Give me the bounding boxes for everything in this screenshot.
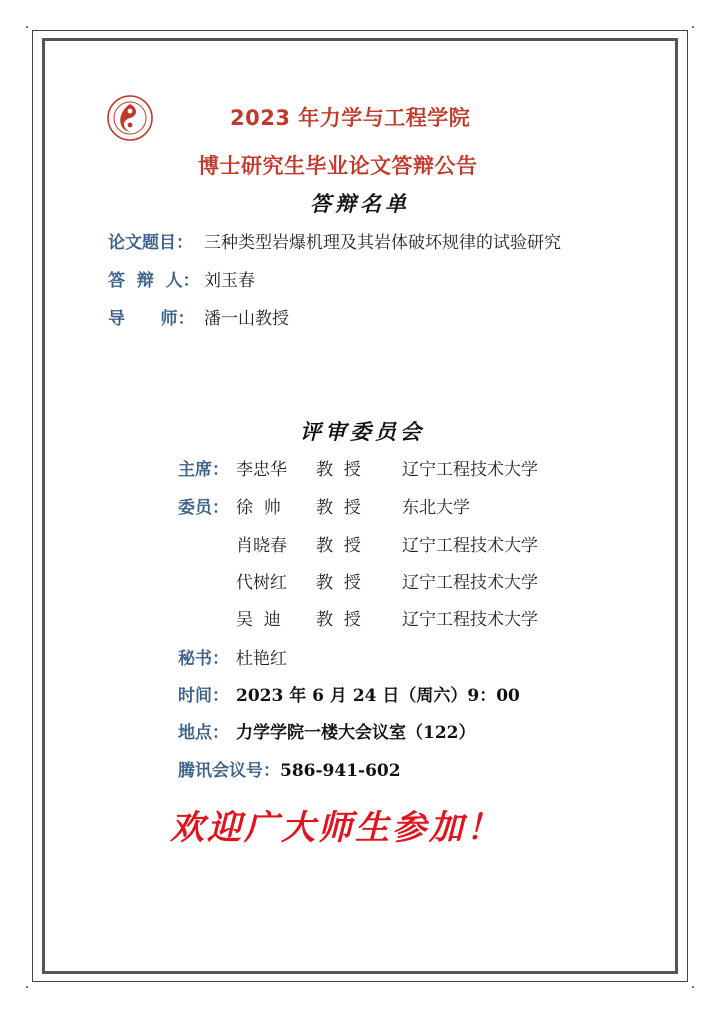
advisor-row: [108, 304, 289, 329]
member-name: 肖晓春: [236, 536, 287, 556]
member-org: 辽宁工程技术大学: [402, 460, 538, 480]
member-title: 教 授: [316, 573, 361, 593]
member-name: 吴 迪: [236, 610, 281, 630]
defense-list-heading: 答辩名单: [310, 191, 410, 216]
secretary-row: [178, 644, 287, 669]
candidate-value: 刘玉春: [204, 271, 255, 291]
members-label: 委员：: [178, 498, 229, 518]
candidate-label: 答 辩 人：: [108, 271, 200, 291]
secretary-label: 秘书：: [178, 649, 229, 669]
candidate-row: [108, 266, 255, 291]
committee-chair-row: [178, 455, 538, 480]
time-value: 2023 年 6 月 24 日（周六）9：00: [236, 686, 520, 706]
member-title: 教 授: [316, 498, 361, 518]
meeting-id: 586-941-602: [280, 761, 401, 781]
member-name: 代树红: [236, 573, 287, 593]
meeting-label: 腾讯会议号：: [178, 761, 280, 781]
committee-member-row: [178, 605, 538, 630]
member-org: 辽宁工程技术大学: [402, 536, 538, 556]
member-org: 辽宁工程技术大学: [402, 573, 538, 593]
thesis-row: [108, 228, 561, 253]
thesis-value: 三种类型岩爆机理及其岩体破坏规律的试验研究: [204, 233, 561, 253]
advisor-value: 潘一山教授: [204, 309, 289, 329]
member-title: 教 授: [316, 610, 361, 630]
thesis-label: 论文题目：: [108, 233, 193, 253]
announcement-title-line1: 2023 年力学与工程学院: [230, 106, 471, 130]
place-row: [178, 718, 476, 743]
announcement-title-line2: 博士研究生毕业论文答辩公告: [198, 154, 478, 178]
committee-heading: 评审委员会: [300, 419, 425, 444]
corner-mark: [692, 26, 694, 28]
time-label: 时间：: [178, 686, 229, 706]
corner-mark: [26, 26, 28, 28]
committee-member-row: [178, 531, 538, 556]
time-row: [178, 681, 520, 706]
member-title: 教 授: [316, 536, 361, 556]
meeting-row: [178, 756, 401, 781]
committee-member-row: [178, 568, 538, 593]
member-org: 东北大学: [402, 498, 470, 518]
member-org: 辽宁工程技术大学: [402, 610, 538, 630]
member-title: 教 授: [316, 460, 361, 480]
welcome-message: 欢迎广大师生参加！: [170, 808, 503, 848]
member-name: 徐 帅: [236, 498, 281, 518]
chair-label: 主席：: [178, 460, 229, 480]
place-label: 地点：: [178, 723, 229, 743]
corner-mark: [26, 986, 28, 988]
place-value: 力学学院一楼大会议室（122）: [236, 723, 476, 743]
advisor-label: 导 师：: [108, 309, 195, 329]
committee-member-row: [178, 493, 470, 518]
corner-mark: [692, 986, 694, 988]
member-name: 李忠华: [236, 460, 287, 480]
secretary-value: 杜艳红: [236, 649, 287, 669]
university-seal-icon: [106, 94, 154, 142]
